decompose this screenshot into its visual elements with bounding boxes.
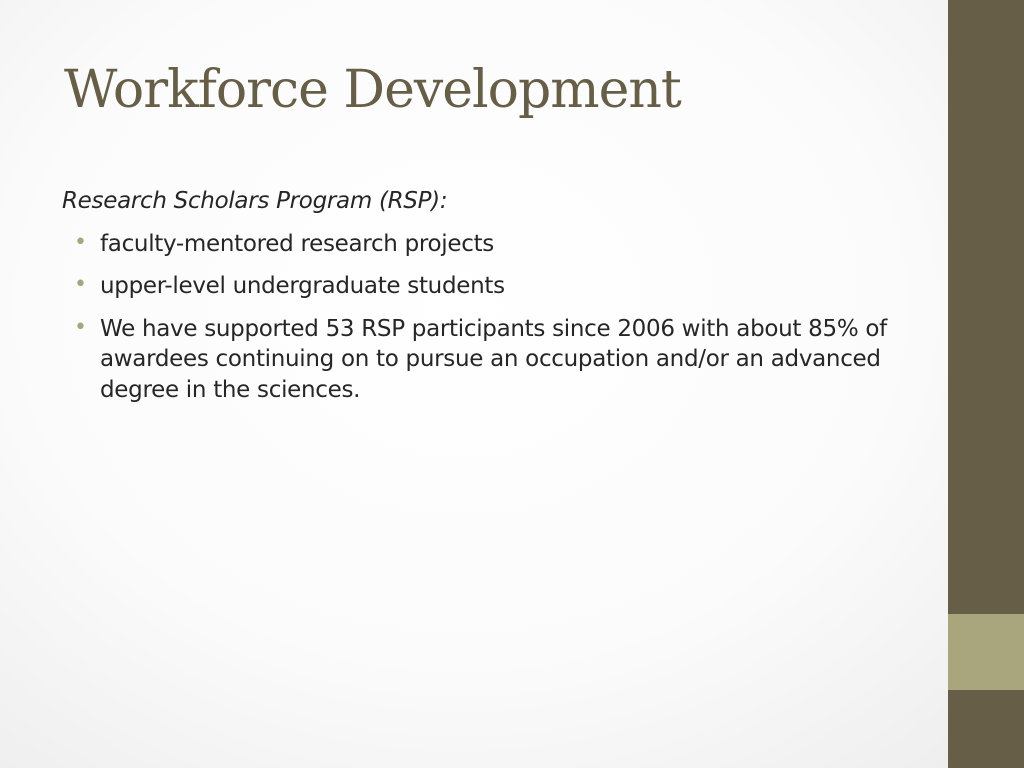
- intro-text: Research Scholars Program (RSP):: [62, 188, 448, 214]
- bullet-icon: •: [74, 314, 87, 340]
- bullet-text: faculty-mentored research projects: [100, 230, 494, 257]
- bullet-list: [62, 229, 922, 406]
- bullet-text: We have supported 53 RSP participants since 2006 with about 85% of awardees continuing on to pursue an occupation and/or an advanced degree in the sciences.: [100, 315, 887, 403]
- bullet-icon: •: [74, 272, 87, 298]
- decorative-accent-block: [948, 614, 1024, 690]
- bullet-text: upper-level undergraduate students: [100, 273, 505, 300]
- slide-title: Workforce Development: [64, 60, 681, 120]
- slide-body: [62, 186, 922, 417]
- bullet-item: [62, 314, 922, 406]
- bullet-item: [62, 271, 922, 302]
- bullet-item: [62, 229, 922, 260]
- bullet-icon: •: [74, 229, 87, 255]
